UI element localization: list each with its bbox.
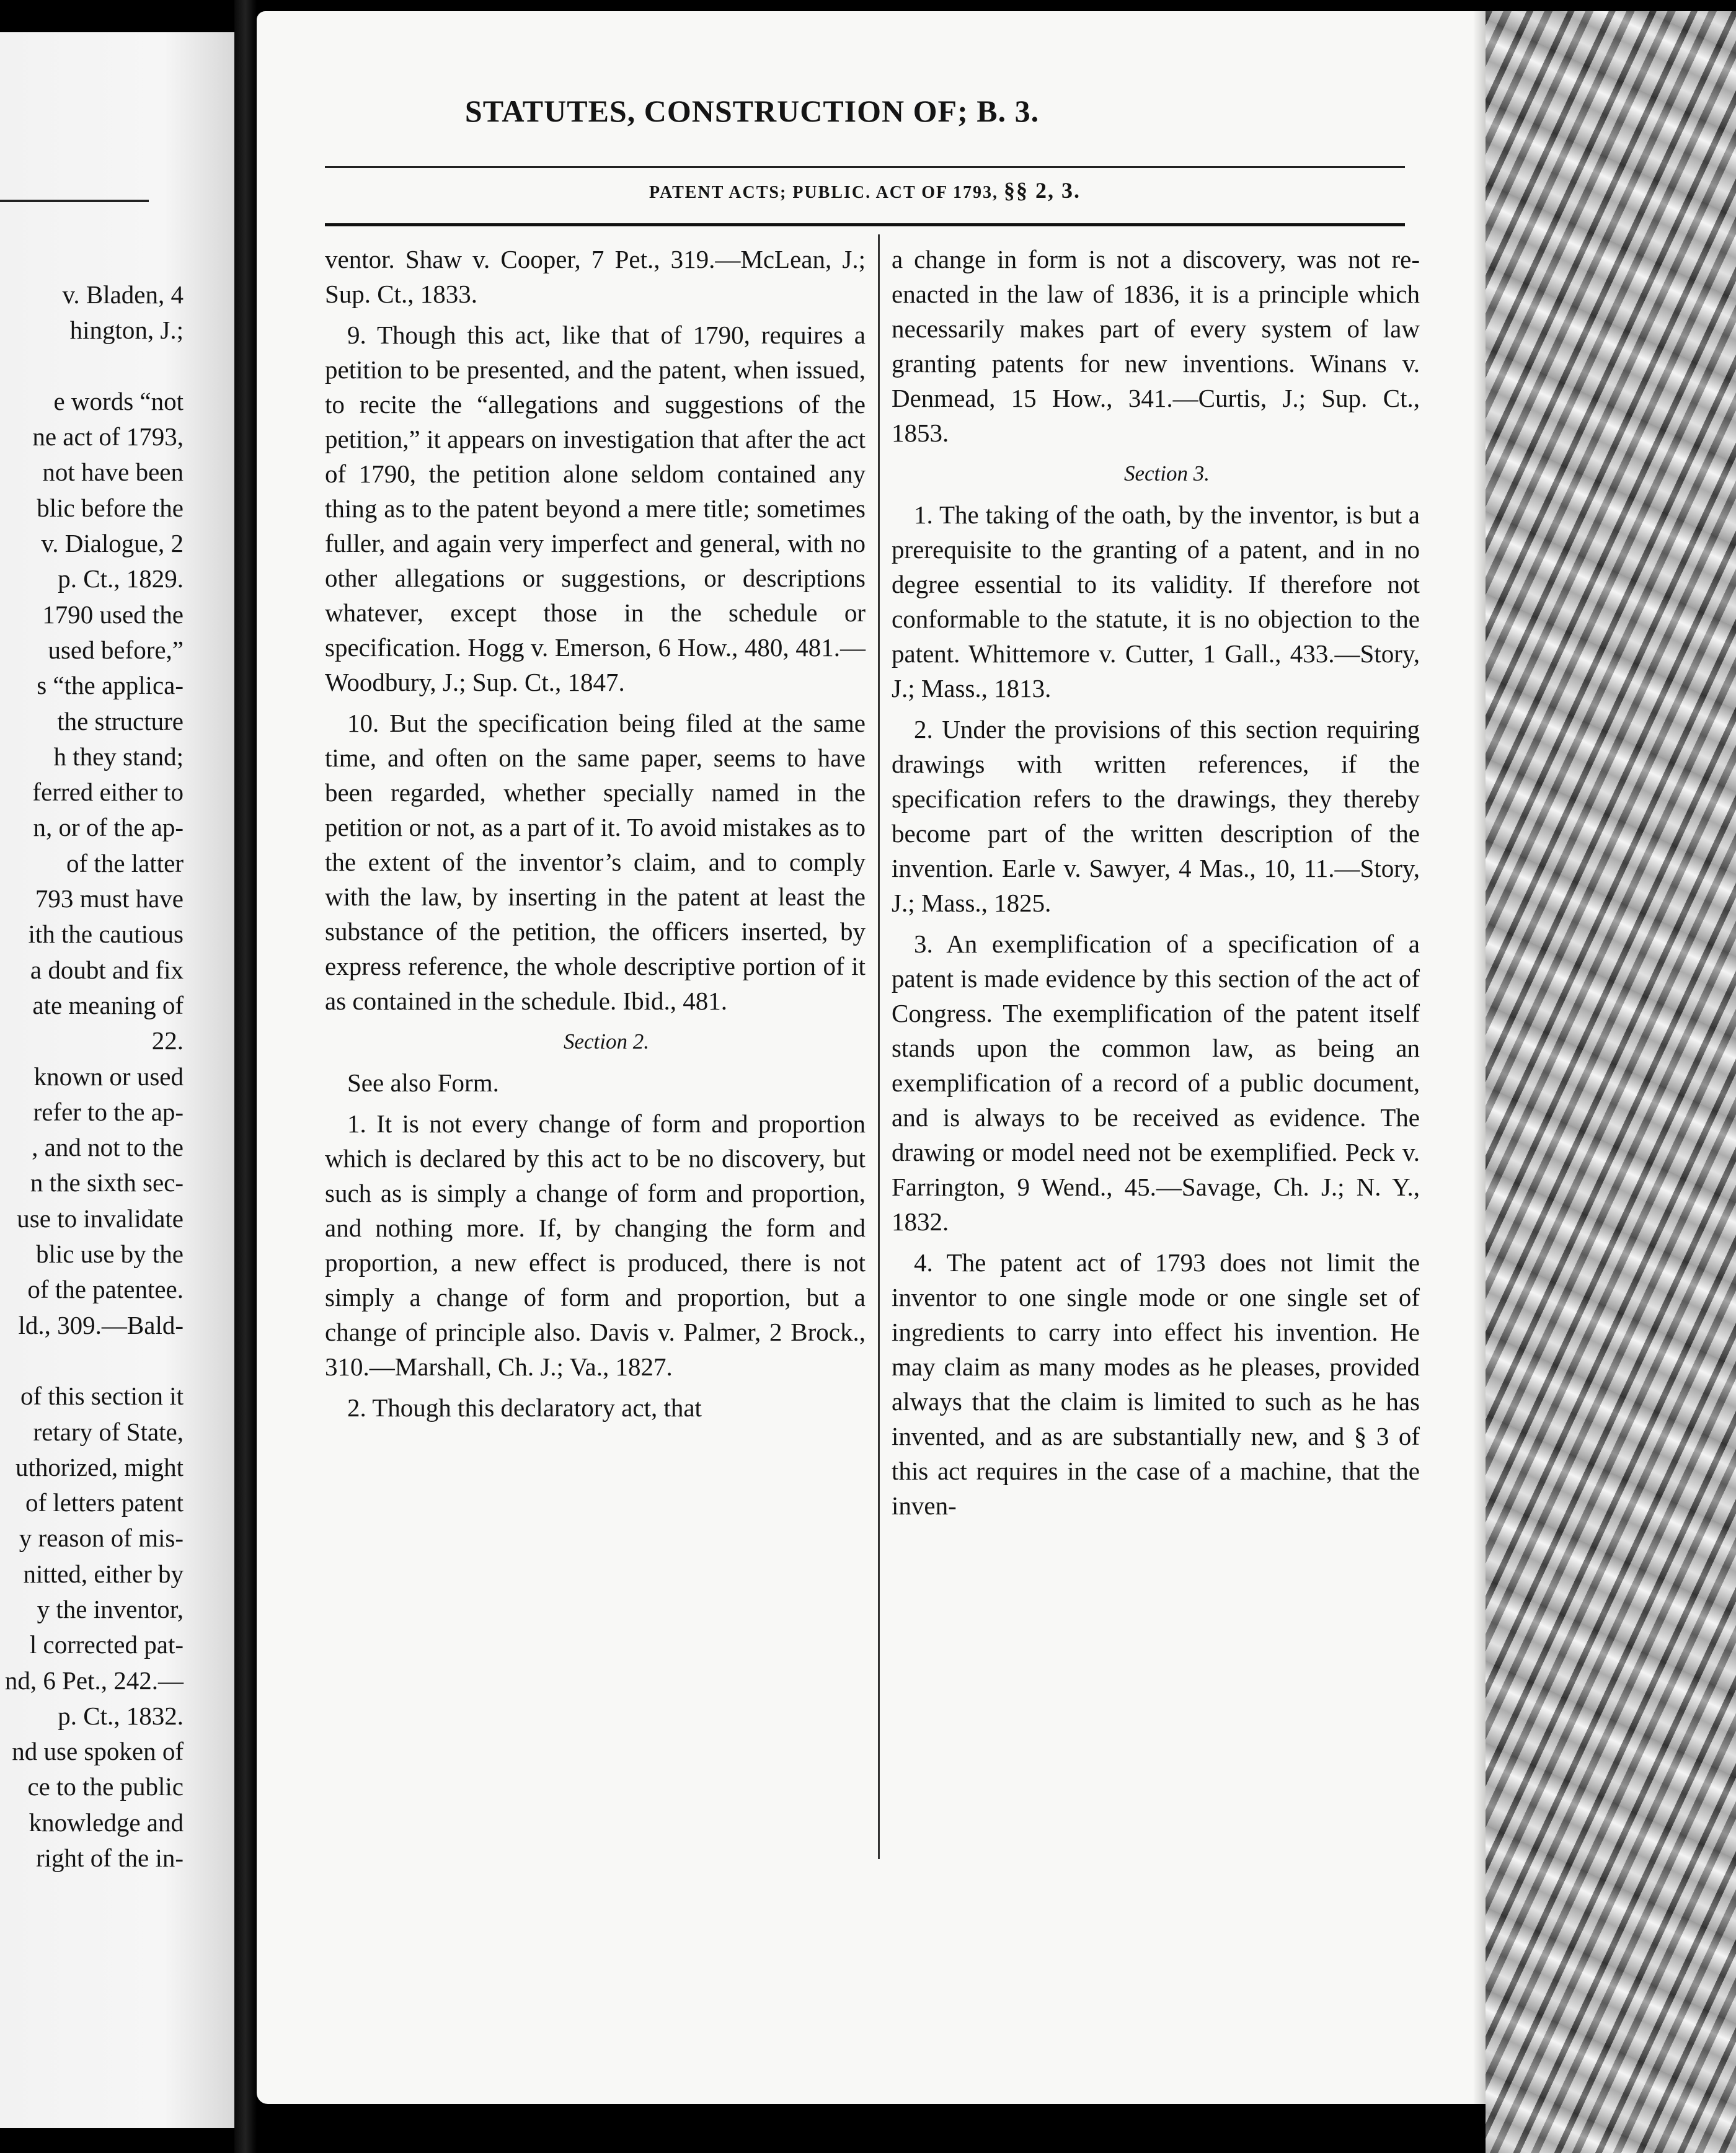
subhead-rule	[325, 223, 1405, 226]
subhead	[325, 177, 1405, 203]
subhead-main: PATENT ACTS; PUBLIC. ACT OF 1793,	[649, 183, 999, 202]
left-page-line: p. Ct., 1832.	[58, 1701, 184, 1730]
left-page-rule	[0, 200, 149, 202]
left-page-line: y reason of mis-	[19, 1524, 184, 1553]
left-page-line: blic use by the	[36, 1240, 184, 1269]
column-divider	[878, 234, 880, 1859]
left-page-line: l corrected pat-	[29, 1630, 184, 1659]
left-page-line	[5, 348, 184, 384]
left-page-line: ld., 309.—Bald-	[18, 1310, 184, 1339]
paragraph: 4. The patent act of 1793 does not limit the inventor to one single mode or one single set of ingredients to carry into effect his invention. He may claim as many modes as he pleases, provided always that the claim is limited to such as he has invented, and as are substantially new, and § 3 of this act requires in the case of a machine, that the inven-	[892, 1248, 1420, 1520]
left-page-line: hington, J.;	[69, 316, 184, 345]
left-page-line: of the latter	[66, 848, 184, 877]
left-page-line: n, or of the ap-	[33, 813, 184, 842]
left-page-line: p. Ct., 1829.	[58, 564, 184, 593]
left-page-line: 793 must have	[35, 884, 184, 913]
paragraph: 9. Though this act, like that of 1790, requires a petition to be presented, and the patent, when issued, to recite the “allegations and suggestions of the petition,” it appears on investigation that after the act of 1790, the petition alone seldom contained any thing as to the patent beyond a mere title; sometimes fuller, and again very imperfect and general, with no other allegations or suggestions, or descriptions whatever, except those in the schedule or specification. Hogg v. Emerson, 6 How., 480, 481.—Woodbury, J.; Sup. Ct., 1847.	[325, 321, 866, 696]
left-page-line: not have been	[42, 458, 184, 487]
marbled-fore-edge	[1486, 11, 1736, 2153]
left-page-line: nitted, either by	[23, 1559, 184, 1588]
see-also-note: See also Form.	[347, 1068, 499, 1097]
left-page-line: v. Dialogue, 2	[41, 529, 184, 558]
page-header	[327, 93, 1538, 161]
left-page-line: right of the in-	[36, 1844, 184, 1873]
left-page-line: ate meaning of	[32, 990, 184, 1019]
left-page-line: nd use spoken of	[12, 1737, 184, 1766]
left-page-line: use to invalidate	[17, 1204, 184, 1233]
left-page-line: refer to the ap-	[33, 1097, 184, 1126]
left-page-line: of the patentee.	[27, 1275, 184, 1304]
paragraph: 1. The taking of the oath, by the inventor, is but a prerequisite to the granting of a patent, and in no degree essential to its validity. If therefore not conformable to the statute, it is no objection to the patent. Whittemore v. Cutter, 1 Gall., 433.—Story, J.; Mass., 1813.	[892, 500, 1420, 703]
paragraph: a change in form is not a discovery, was not re-enacted in the law of 1836, it is a principle which necessarily makes part of every system of law granting patents for new inventions. Winans v. Denmead, 15 How., 341.—Curtis, J.; Sup. Ct., 1853.	[892, 245, 1420, 447]
paragraph: 10. But the specification being filed at the same time, and often on the same paper, seems to have been regarded, whether specially named in the petition or not, as a part of it. To avoid mistakes as to the extent of the inventor’s claim, and to comply with the law, by inserting in the patent at least the substance of the petition, the officers inserted, by express reference, the whole descriptive portion of it as contained in the schedule. Ibid., 481.	[325, 709, 866, 1015]
section-heading: Section 2.	[563, 1029, 650, 1054]
right-column	[892, 242, 1420, 1529]
left-page-line: n the sixth sec-	[30, 1168, 184, 1197]
left-page-line: ferred either to	[32, 778, 184, 807]
paragraph: 2. Though this declaratory act, that	[347, 1393, 702, 1422]
left-page-fragment	[0, 32, 234, 2128]
left-page-line: a doubt and fix	[30, 955, 184, 984]
left-page-line: ce to the public	[27, 1772, 184, 1801]
left-page-line: nd, 6 Pet., 242.—	[4, 1666, 184, 1695]
left-page-line: the structure	[57, 706, 184, 735]
left-page-line: used before,”	[48, 635, 184, 664]
left-page-line	[5, 1343, 184, 1378]
left-page-line: blic before the	[37, 493, 184, 522]
left-page-line: h they stand;	[53, 742, 184, 771]
left-page-line: 22.	[151, 1026, 184, 1055]
left-page-line: e words “not	[53, 386, 184, 415]
left-page-line: retary of State,	[33, 1417, 184, 1446]
left-page-line: known or used	[33, 1062, 184, 1091]
left-page-line: v. Bladen, 4	[62, 280, 184, 309]
left-page-text	[5, 277, 184, 1876]
left-page-line: s “the applica-	[37, 671, 184, 700]
left-page-line: 1790 used the	[42, 600, 184, 629]
header-rule	[325, 166, 1405, 168]
left-page-line: of letters patent	[25, 1488, 184, 1517]
left-page-line: ith the cautious	[28, 920, 184, 949]
subhead-sections: §§ 2, 3.	[1004, 178, 1081, 203]
paragraph: 3. An exemplification of a specification of a patent is made evidence by this section of the act of Congress. The exemplification of the patent itself stands upon the common law, as being an exemplification of a record of a public document, and is always to be received as evidence. The drawing or model need not be exemplified. Peck v. Farrington, 9 Wend., 45.—Savage, Ch. J.; N. Y., 1832.	[892, 930, 1420, 1236]
paragraph: 2. Under the provisions of this section requiring drawings with written references, if the specification refers to the drawings, they thereby become part of the written description of the invention. Earle v. Sawyer, 4 Mas., 10, 11.—Story, J.; Mass., 1825.	[892, 715, 1420, 917]
left-page-line: ne act of 1793,	[32, 422, 184, 451]
left-page-line: of this section it	[20, 1382, 184, 1411]
left-page-line: uthorized, might	[15, 1452, 184, 1481]
paragraph: ventor. Shaw v. Cooper, 7 Pet., 319.—McLean, J.; Sup. Ct., 1833.	[325, 245, 866, 308]
running-head: STATUTES, CONSTRUCTION OF; B. 3.	[464, 94, 1040, 128]
paragraph: 1. It is not every change of form and proportion which is declared by this act to be no discovery, but such as is simply a change of form and proportion, and nothing more. If, by changing the form and proportion, a new effect is produced, there is not simply a change of form and proportion, but a change of principle also. Davis v. Palmer, 2 Brock., 310.—Marshall, Ch. J.; Va., 1827.	[325, 1109, 866, 1381]
book-page	[257, 11, 1486, 2104]
left-page-line: y the inventor,	[37, 1594, 184, 1623]
left-page-line: , and not to the	[32, 1133, 184, 1162]
left-column	[325, 242, 866, 1431]
left-page-line: knowledge and	[29, 1808, 184, 1837]
book-gutter	[234, 0, 257, 2153]
section-heading: Section 3.	[1123, 461, 1210, 486]
